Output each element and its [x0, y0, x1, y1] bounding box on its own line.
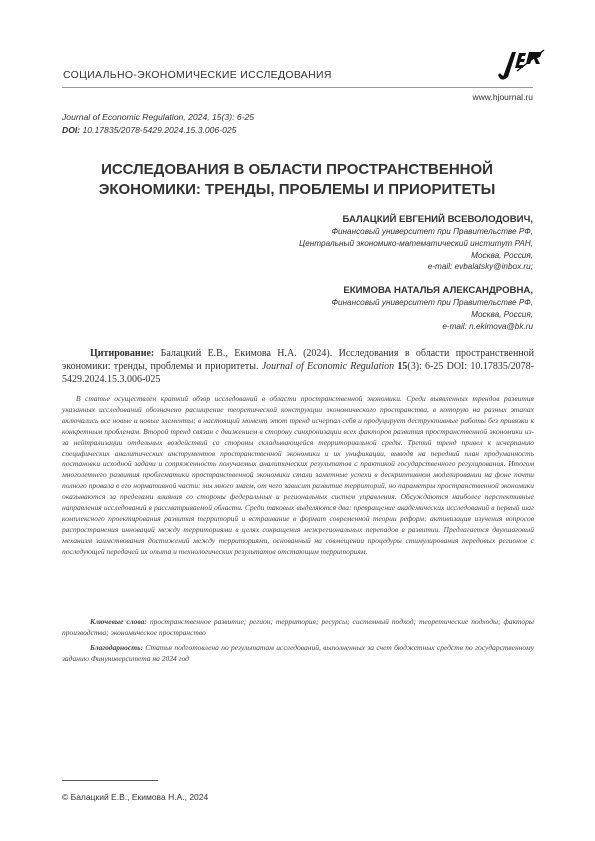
- doi-label: DOI:: [62, 125, 81, 135]
- footnote-divider: [62, 780, 158, 781]
- header-divider: [62, 87, 533, 88]
- author-email[interactable]: e-mail: n.ekimova@bk.ru: [442, 321, 533, 331]
- author-block-1: [299, 213, 533, 273]
- author-affiliation: Финансовый университет при Правительстве РФ,: [331, 227, 533, 236]
- author-location: Москва, Россия,: [471, 309, 533, 319]
- copyright-notice: © Балацкий Е.В., Екимова Н.А., 2024: [62, 792, 209, 802]
- journal-website-link[interactable]: www.hjournal.ru: [472, 92, 533, 102]
- journal-section-title: СОЦИАЛЬНО-ЭКОНОМИЧЕСКИЕ ИССЛЕДОВАНИЯ: [63, 69, 332, 81]
- author-affiliation: Финансовый университет при Правительстве РФ,: [331, 298, 533, 307]
- citation-label: Цитирование:: [90, 348, 155, 359]
- doi-value[interactable]: 10.17835/2078-5429.2024.15.3.006-025: [82, 125, 237, 135]
- acknowledgement-text: Статья подготовлена по результатам исследований, выполненных за счет бюджетных средств по государственному заданию Финуниверситета на 2024 год: [62, 643, 535, 663]
- keywords-block: [62, 617, 534, 639]
- citation-text: Балацкий Е.В., Екимова Н.А. (2024). Исследования в области пространственной экономики: тренды, проблемы и приоритеты.: [62, 348, 534, 372]
- keywords-label: Ключевые слова:: [90, 617, 147, 626]
- author-block-2: [331, 284, 533, 332]
- author-location: Москва, Россия,: [471, 250, 533, 260]
- author-name: ЕКИМОВА НАТАЛЬЯ АЛЕКСАНДРОВНА,: [343, 285, 533, 296]
- author-email[interactable]: e-mail: evbalatsky@inbox.ru;: [427, 262, 533, 272]
- journal-logo: [497, 48, 547, 88]
- keywords-text: пространственное развитие; регион; территория; ресурсы; системный подход; теоретические подходы; факторы производства; экономическое пространство: [62, 617, 535, 637]
- doi-line: [62, 125, 236, 135]
- acknowledgement-block: [62, 643, 534, 665]
- citation-volume: 15: [397, 360, 408, 372]
- acknowledgement-label: Благодарность:: [90, 643, 144, 652]
- svg-text:J: J: [497, 48, 498, 49]
- citation-doi: (3): 6-25 DOI: 10.17835/2078-5429.2024.15.3.006-025: [62, 360, 534, 385]
- author-affiliation: Центральный экономико-математический институт РАН,: [299, 238, 533, 248]
- citation-journal: Journal of Economic Regulation: [261, 360, 395, 372]
- journal-citation-line: Journal of Economic Regulation, 2024, 15(3): 6-25: [62, 112, 255, 122]
- citation-block: [62, 348, 534, 386]
- author-name: БАЛАЦКИЙ ЕВГЕНИЙ ВСЕВОЛОДОВИЧ,: [342, 214, 533, 225]
- article-title: ИССЛЕДОВАНИЯ В ОБЛАСТИ ПРОСТРАНСТВЕННОЙ ЭКОНОМИКИ: ТРЕНДЫ, ПРОБЛЕМЫ И ПРИОРИТЕТЫ: [98, 161, 496, 198]
- abstract: В статье осуществлен краткий обзор исследований в области пространственной экономики. Среди выявленных трендов развития указанных исследований обозначено расширение теоретической конструкции экономического пространства, в которую на разных этапах включались все новые и новые элементы; в настоящий момент этот тренд исчерпал себя и продуцирует деструктивные работы без привязки к конкретным проблемам. Второй тренд связан с движением в сторону синхронизации всех факторов развития пространственной экономики из-за нейтрализации отдельных воздействий со стороны складывающейся территориальной среды. Третий тренд привел к исчерпанию специфических аналитических инструментов пространственной экономики и их унификации, выводя на передний план продуманность постановки исходной задачи и сопряженность получаемых аналитических результатов с практикой государственного регулирования. Итогом многолетнего развития проблематики пространственной экономики стали заметные успехи в дескриптивном моделировании на фоне почти полного провала в его нормативной части: мы много знаем, от чего зависит развитие территорий, но параметры пространственной экономики оказываются за пределами влияния со стороны федеральных и региональных систем управления. Обсуждаются наиболее перспективные направления исследований в рассматриваемой области. Среди таковых выделяются два: превращение академических исследований в первый шаг комплексного проектирования развития территорий и встраивание в формат современной теории реформ; активизация изучения вопросов распространения инноваций между территориями в целях сокращения межрегиональных перепадов в развитии. Предлагается двухшаговый механизм заимствования достижений между территориями, основанный на совмещении процедуры стимулирования передовых регионов с последующей передачей их опыта и технологических результатов отстающим территориям.: [62, 394, 534, 556]
